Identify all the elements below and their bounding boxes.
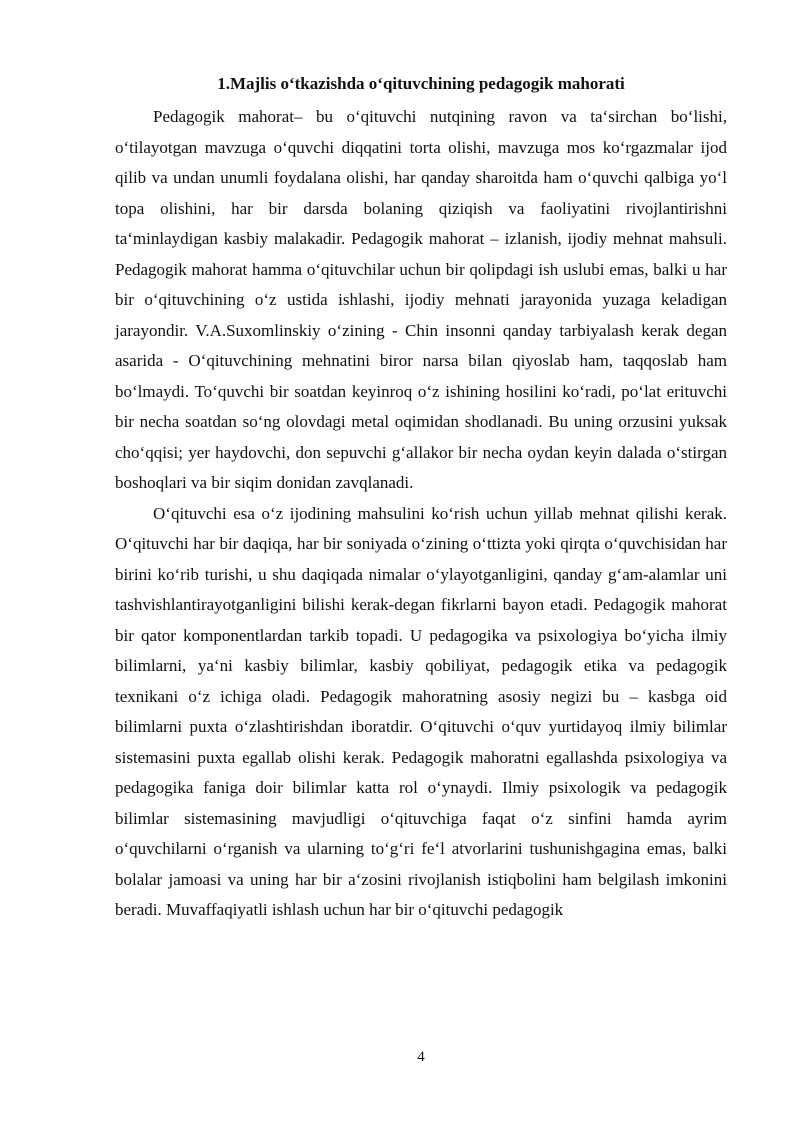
section-heading: 1.Majlis o‘tkazishda o‘qituvchining pedagogik mahorati <box>217 74 625 93</box>
paragraph: Pedagogik mahorat– bu o‘qituvchi nutqining ravon va ta‘sirchan bo‘lishi, o‘tilayotgan mavzuga o‘quvchi diqqatini torta olishi, mavzuga mos ko‘rgazmalar ijod qilib va undan unumli foydalana olishi, har qanday sharoitda ham o‘quvchi qalbiga yo‘l topa olishini, har bir darsda bolaning qiziqish va faoliyatini rivojlantirishni ta‘minlaydigan kasbiy malakadir. Pedagogik mahorat – izlanish, ijodiy mehnat mahsuli. Pedagogik mahorat hamma o‘qituvchilar uchun bir qolipdagi ish uslubi emas, balki u har bir o‘qituvchining o‘z ustida ishlashi, ijodiy mehnati jarayonida yuzaga keladigan jarayondir. V.A.Suxomlinskiy o‘zining - Chin insonni qanday tarbiyalash kerak degan asarida - O‘qituvchining mehnatini biror narsa bilan qiyoslab ham, taqqoslab ham bo‘lmaydi. To‘quvchi bir soatdan keyinroq o‘z ishining hosilini ko‘radi, po‘lat erituvchi bir necha soatdan so‘ng olovdagi metal oqimidan shodlanadi. Bu uning orzusini yuksak cho‘qqisi; yer haydovchi, don sepuvchi g‘allakor bir necha oydan keyin dalada o‘stirgan boshoqlari va bir siqim donidan zavqlanadi. <box>115 107 727 492</box>
body-text <box>115 102 727 926</box>
page-number: 4 <box>417 1049 425 1065</box>
paragraph: O‘qituvchi esa o‘z ijodining mahsulini ko‘rish uchun yillab mehnat qilishi kerak. O‘qituvchi har bir daqiqa, har bir soniyada o‘zining o‘ttizta yoki qirqta o‘quvchisidan har birini ko‘rib turishi, u shu daqiqada nimalar o‘ylayotganligini, qanday g‘am-alamlar uni tashvishlantirayotganligini bilishi kerak-degan fikrlarni bayon etadi. Pedagogik mahorat bir qator komponentlardan tarkib topadi. U pedagogika va psixologiya bo‘yicha ilmiy bilimlarni, ya‘ni kasbiy bilimlar, kasbiy qobiliyat, pedagogik etika va pedagogik texnikani o‘z ichiga oladi. Pedagogik mahoratning asosiy negizi bu – kasbga oid bilimlarni puxta o‘zlashtirishdan iboratdir. O‘qituvchi o‘quv yurtidayoq ilmiy bilimlar sistemasini puxta egallab olishi kerak. Pedagogik mahoratni egallashda psixologiya va pedagogika faniga doir bilimlar katta rol o‘ynaydi. Ilmiy psixologik va pedagogik bilimlar sistemasining mavjudligi o‘qituvchiga faqat o‘z sinfini hamda ayrim o‘quvchilarni o‘rganish va ularning to‘g‘ri fe‘l atvorlarini tushunishgagina emas, balki bolalar jamoasi va uning har bir a‘zosini rivojlanish istiqbolini ham belgilash imkonini beradi. Muvaffaqiyatli ishlash uchun har bir o‘qituvchi pedagogik <box>115 503 727 919</box>
